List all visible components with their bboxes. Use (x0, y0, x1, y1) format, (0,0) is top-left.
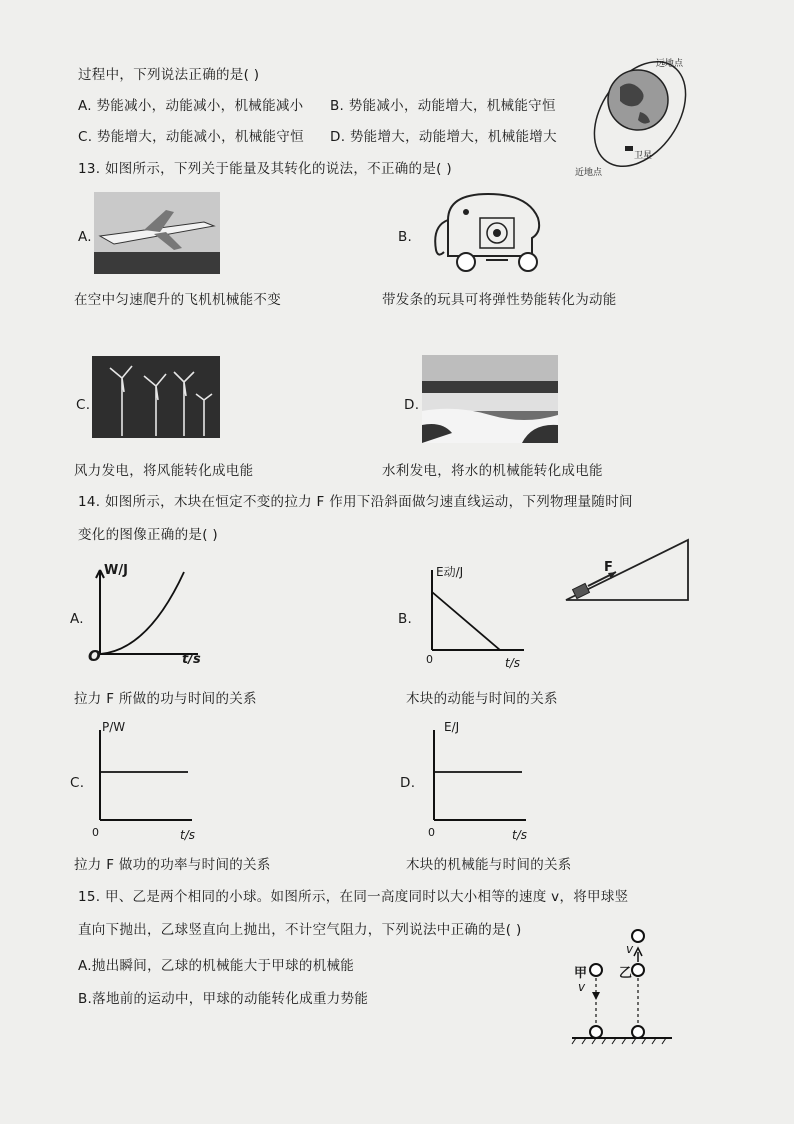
windup-elephant-toy (428, 190, 548, 274)
q13-option-b-caption: 带发条的玩具可将弹性势能转化为动能 (382, 292, 617, 308)
q14-stem-line1: 14. 如图所示，木块在恒定不变的拉力 F 作用下沿斜面做匀速直线运动，下列物理量随时间 (78, 494, 633, 510)
ball-b (632, 964, 644, 976)
q14-stem-line2: 变化的图像正确的是( ) (78, 527, 218, 543)
graph-d-letter: D. (400, 775, 416, 791)
q13-option-c-caption: 风力发电，将风能转化成电能 (74, 463, 254, 479)
apogee-label: 远地点 (656, 59, 684, 69)
graph-a-ylabel: W/J (104, 563, 128, 578)
graph-b-caption: 木块的动能与时间的关系 (406, 691, 558, 707)
graph-d-caption: 木块的机械能与时间的关系 (406, 857, 572, 873)
q12-stem: 过程中，下列说法正确的是( ) (78, 67, 260, 83)
graph-c-caption: 拉力 F 做功的功率与时间的关系 (74, 857, 271, 873)
q13-stem: 13. 如图所示，下列关于能量及其转化的说法，不正确的是( ) (78, 161, 452, 177)
q13-option-d-letter: D. (404, 397, 420, 413)
graph-c-xlabel: t/s (180, 828, 195, 842)
graph-c-power-time (88, 720, 198, 830)
graph-d-origin: 0 (428, 826, 435, 839)
hydropower-dam-photo (422, 355, 558, 443)
graph-a-xlabel: t/s (182, 652, 201, 667)
q13-option-b-letter: B. (398, 229, 413, 245)
satellite-orbit-figure (570, 52, 700, 182)
graph-b-ylabel: E动/J (436, 565, 464, 579)
graph-b-xlabel: t/s (505, 656, 520, 670)
ball-b-velocity-arrow (634, 948, 642, 962)
satellite-icon (625, 146, 633, 151)
graph-b-line (432, 592, 500, 650)
graph-d-xlabel: t/s (512, 828, 527, 842)
satellite-label: 卫星 (634, 151, 653, 161)
q12-option-a: A. 势能减小，动能减小，机械能减小 (78, 98, 304, 114)
ball-a-v-label: v (578, 980, 586, 994)
graph-a-curve (100, 572, 184, 654)
graph-c-ylabel: P/W (102, 720, 126, 734)
graph-c-letter: C. (70, 775, 85, 791)
incline-figure (560, 538, 700, 604)
q12-option-b: B. 势能减小，动能增大，机械能守恒 (330, 98, 556, 114)
ball-b-v-label: v (626, 942, 634, 956)
graph-a-caption: 拉力 F 所做的功与时间的关系 (74, 691, 257, 707)
ball-a-velocity-arrow (592, 992, 600, 1000)
q13-option-a-caption: 在空中匀速爬升的飞机机械能不变 (74, 292, 281, 308)
ball-a-label: 甲 (574, 966, 588, 981)
airplane-photo (94, 192, 220, 274)
ball-b-label: 乙 (619, 966, 633, 981)
wind-turbine-photo (92, 356, 220, 438)
graph-b-origin: 0 (426, 653, 433, 666)
graph-a-origin: O (88, 647, 101, 665)
q12-option-d: D. 势能增大，动能增大，机械能增大 (330, 129, 557, 145)
q13-option-a-letter: A. (78, 229, 92, 245)
q15-option-a: A.抛出瞬间，乙球的机械能大于甲球的机械能 (78, 958, 355, 974)
graph-d-ylabel: E/J (444, 720, 460, 734)
q15-option-b: B.落地前的运动中，甲球的动能转化成重力势能 (78, 991, 369, 1007)
graph-b-letter: B. (398, 611, 413, 627)
graph-a-letter: A. (70, 611, 84, 627)
graph-c-origin: 0 (92, 826, 99, 839)
q15-stem-line1: 15. 甲、乙是两个相同的小球。如图所示，在同一高度同时以大小相等的速度 v，将甲球竖 (78, 889, 629, 905)
perigee-label: 近地点 (575, 168, 603, 178)
q13-option-d-caption: 水利发电，将水的机械能转化成电能 (382, 463, 603, 479)
q12-option-c: C. 势能增大，动能减小，机械能守恒 (78, 129, 304, 145)
force-label: F (604, 560, 613, 575)
q13-option-c-letter: C. (76, 397, 91, 413)
ball-a (590, 964, 602, 976)
graph-d-mech-energy-time (422, 720, 532, 830)
q15-stem-line2: 直向下抛出，乙球竖直向上抛出，不计空气阻力，下列说法中正确的是( ) (78, 922, 522, 938)
